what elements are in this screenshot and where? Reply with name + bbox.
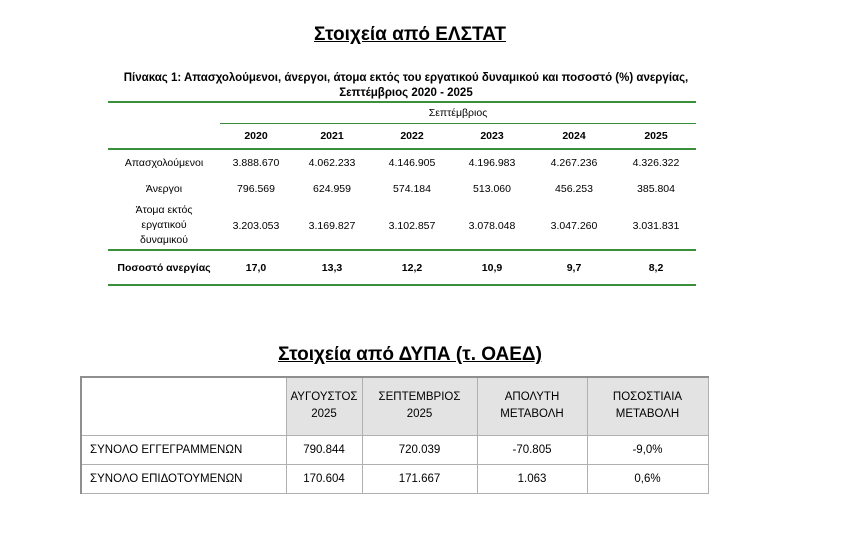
column-header [286, 377, 362, 435]
cell-value: 4.267.236 [532, 149, 616, 176]
table-row [108, 250, 696, 285]
cell-value: 12,2 [372, 250, 452, 285]
table-row [108, 149, 696, 176]
cell-value: 574.184 [393, 183, 431, 195]
cell-value: 790.844 [286, 435, 362, 464]
month-header: Σεπτέμβριος [220, 102, 696, 123]
cell-value: 1.063 [477, 464, 587, 493]
year-header: 2020 [244, 129, 268, 142]
column-header-line: ΠΟΣΟΣΤΙΑΙΑ [612, 391, 683, 404]
cell-value: 17,0 [220, 250, 292, 285]
cell-value: 4.146.905 [372, 149, 452, 176]
elstat-table [108, 101, 696, 286]
year-header: 2021 [320, 129, 344, 142]
dypa-section-title: Στοιχεία από ΔΥΠΑ (τ. ΟΑΕΔ) [278, 344, 542, 365]
column-header-line: 2025 [311, 408, 337, 421]
column-header [477, 377, 587, 435]
column-header [362, 377, 477, 435]
row-label: ΣΥΝΟΛΟ ΕΓΓΕΓΡΑΜΜΕΝΩΝ [81, 435, 286, 464]
cell-value: 3.047.260 [532, 202, 616, 250]
cell-value: 513.060 [473, 183, 511, 195]
row-label: ΣΥΝΟΛΟ ΕΠΙΔΟΤΟΥΜΕΝΩΝ [81, 464, 286, 493]
cell-value: 4.196.983 [452, 149, 532, 176]
table-row [108, 176, 696, 202]
year-header: 2024 [562, 129, 586, 142]
cell-value: 4.326.322 [616, 149, 696, 176]
column-header-line: ΣΕΠΤΕΜΒΡΙΟΣ [378, 391, 461, 404]
table-row [108, 202, 696, 250]
cell-value: 3.169.827 [292, 202, 372, 250]
row-label-line: δυναμικού [140, 234, 188, 246]
cell-value: 3.078.048 [452, 202, 532, 250]
cell-value: 4.062.233 [292, 149, 372, 176]
cell-value: -70.805 [477, 435, 587, 464]
cell-value: 171.667 [362, 464, 477, 493]
dypa-table [80, 376, 709, 494]
column-header-line: ΑΥΓΟΥΣΤΟΣ [290, 391, 358, 404]
cell-value: 3.203.053 [220, 202, 292, 250]
cell-value: 3.888.670 [220, 149, 292, 176]
cell-value: 8,2 [616, 250, 696, 285]
cell-value: -9,0% [587, 435, 708, 464]
cell-value: 10,9 [452, 250, 532, 285]
cell-value: 0,6% [587, 464, 708, 493]
year-header: 2023 [480, 129, 504, 142]
column-header-line: 2025 [406, 408, 433, 421]
table-row [81, 464, 708, 493]
column-header-line: ΜΕΤΑΒΟΛΗ [615, 408, 680, 421]
cell-value: 385.804 [637, 183, 675, 195]
table1-caption [108, 71, 704, 101]
year-header: 2022 [400, 129, 424, 142]
cell-value: 13,3 [292, 250, 372, 285]
row-label-line: Άτομα εκτός [135, 204, 193, 216]
cell-value: 3.102.857 [372, 202, 452, 250]
column-header-line: ΜΕΤΑΒΟΛΗ [500, 408, 564, 421]
cell-value: 796.569 [237, 183, 275, 195]
row-label [108, 202, 220, 250]
cell-value: 456.253 [555, 183, 593, 195]
column-header-line: ΑΠΟΛΥΤΗ [504, 391, 560, 404]
cell-value: 624.959 [313, 183, 351, 195]
table-row [81, 435, 708, 464]
table1-caption-line1: Πίνακας 1: Απασχολούμενοι, άνεργοι, άτομα εκτός του εργατικού δυναμικού και ποσοστό (%) ανεργίας, [123, 72, 689, 84]
cell-value: 3.031.831 [616, 202, 696, 250]
table1-caption-line2: Σεπτέμβριος 2020 - 2025 [339, 87, 473, 99]
year-header: 2025 [644, 129, 668, 142]
row-label: Άνεργοι [145, 183, 183, 195]
cell-value: 9,7 [532, 250, 616, 285]
elstat-section-title: Στοιχεία από ΕΛΣΤΑΤ [314, 24, 506, 45]
column-header [587, 377, 708, 435]
cell-value: 720.039 [362, 435, 477, 464]
row-label: Ποσοστό ανεργίας [108, 250, 220, 285]
row-label-line: εργατικού [141, 219, 187, 231]
row-label: Απασχολούμενοι [108, 149, 220, 176]
cell-value: 170.604 [286, 464, 362, 493]
